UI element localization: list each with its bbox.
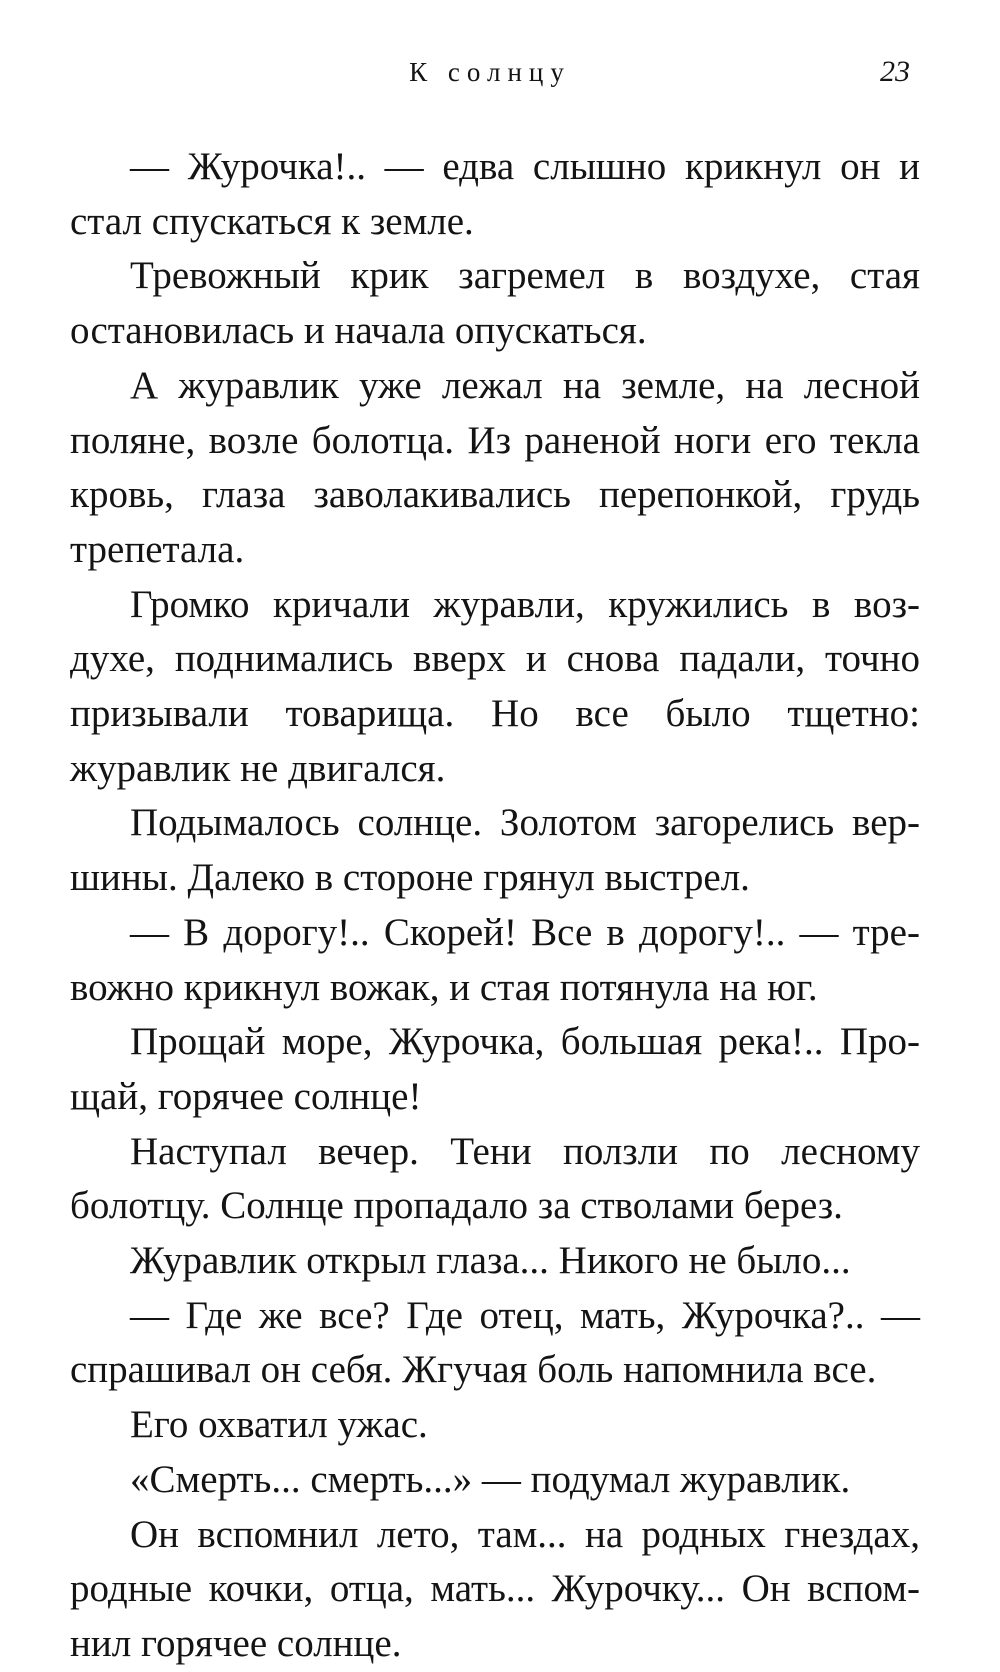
body-text	[70, 140, 920, 1672]
page-number: 23	[880, 55, 910, 88]
paragraph-1: — Журочка!.. — едва слышно крикнул он и стал спускаться к земле.	[70, 145, 920, 243]
paragraph-6: — В дорогу!.. Скорей! Все в дорогу!.. — тревожно крикнул вожак, и стая потянула на юг.	[70, 910, 920, 1009]
paragraph-12: «Смерть... смерть...» — подумал журавлик.	[130, 1457, 851, 1501]
paragraph-3: А журавлик уже лежал на земле, на лесной поляне, возле болотца. Из раненой ноги его текла кровь, глаза заволакивались перепонкой, грудь трепетала.	[70, 363, 920, 571]
paragraph-8: Наступал вечер. Тени ползли по лесному болотцу. Солнце пропадало за стволами берез.	[70, 1129, 920, 1228]
paragraph-13: Он вспомнил лето, там... на родных гнездах, родные кочки, отца, мать... Журочку... Он вспомнил горячее солнце.	[70, 1512, 920, 1665]
paragraph-11: Его охватил ужас.	[130, 1403, 428, 1447]
paragraph-7: Прощай море, Журочка, большая река!.. Прощай, горячее солнце!	[70, 1020, 920, 1118]
paragraph-2: Тревожный крик загремел в воздухе, стая остановилась и начала опускаться.	[70, 254, 920, 353]
running-head	[70, 52, 910, 92]
paragraph-5: Подымалось солнце. Золотом загорелись вершины. Далеко в стороне грянул выстрел.	[70, 801, 920, 900]
paragraph-10: — Где же все? Где отец, мать, Журочка?.. — спрашивал он себя. Жгучая боль напомнила все.	[70, 1293, 920, 1392]
paragraph-4: Громко кричали журавли, кружились в воздухе, поднимались вверх и снова падали, точно призывали товарища. Но все было тщетно: журавлик не двигался.	[70, 582, 920, 790]
paragraph-9: Журавлик открыл глаза... Никого не было...	[130, 1239, 851, 1283]
running-title: К солнцу	[409, 57, 571, 87]
